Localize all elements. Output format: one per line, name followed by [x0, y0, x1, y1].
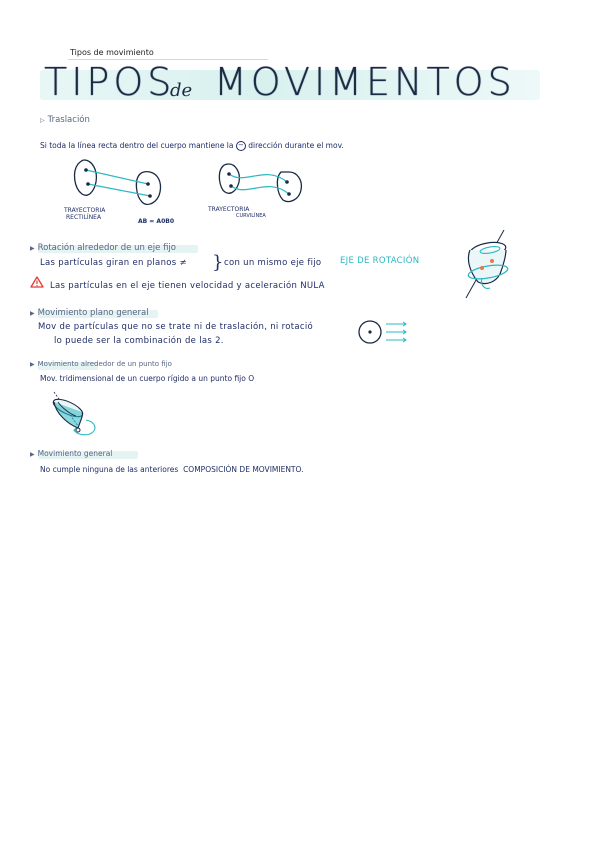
triangle-bullet-icon: ▶: [30, 451, 35, 458]
brace-icon: }: [212, 252, 224, 273]
label-trayectoria-curvilinea-2: CURVILÍNEA: [236, 213, 266, 219]
heading-general: ▶ Movimiento general: [30, 449, 113, 458]
punto-fijo-line1: Mov. tridimensional de un cuerpo rígido a un punto fijo O: [40, 374, 255, 383]
rotacion-warning-text: Las partículas en el eje tienen velocidad y aceleración NULA: [50, 281, 325, 291]
triangle-bullet-icon: ▶: [30, 245, 35, 252]
plano-line2: lo puede ser la combinación de las 2.: [54, 336, 224, 346]
document-header: Tipos de movimiento: [70, 48, 154, 57]
triangle-bullet-icon: ▶: [30, 310, 35, 317]
eje-rotacion-label: EJE DE ROTACIÓN: [340, 256, 420, 266]
rotacion-line1-mid: con un mismo eje fijo: [224, 258, 322, 268]
heading-plano: ▶ Movimiento plano general: [30, 308, 149, 318]
title-word-movimentos: MOVIMENTOS: [214, 60, 516, 104]
label-trayectoria-curvilinea-1: TRAYECTORIA: [208, 206, 250, 213]
minus-circle-icon: −: [236, 141, 246, 151]
label-trayectoria-rectilinea-2: RECTILÍNEA: [66, 214, 102, 221]
plano-line1: Mov de partículas que no se trate ni de traslación, ni rotació: [38, 322, 313, 332]
label-vectors: AB = A0B0: [138, 218, 174, 225]
label-trayectoria-rectilinea-1: TRAYECTORIA: [64, 207, 106, 214]
general-line1: No cumple ninguna de las anteriores COMPOSICIÓN DE MOVIMIENTO.: [40, 465, 304, 474]
title-word-tipos: TIPOS: [44, 60, 176, 104]
rotating-body-illustration: [452, 228, 522, 300]
traslacion-text: Si toda la línea recta dentro del cuerpo mantiene la − dirección durante el mov.: [40, 141, 344, 150]
heading-traslacion: ▷ Traslación: [40, 115, 90, 125]
triangle-bullet-icon: ▷: [40, 117, 45, 124]
heading-rotacion: ▶ Rotación alrededor de un eje fijo: [30, 243, 176, 253]
heading-punto-fijo: ▶ Movimiento alrededor de un punto fijo: [30, 360, 172, 368]
title-word-de: de: [170, 80, 193, 101]
warning-icon: [30, 276, 44, 288]
rotacion-line1: Las partículas giran en planos ≠: [40, 258, 187, 268]
traslacion-curvilinea-diagram: [215, 162, 315, 212]
rolling-wheel-illustration: [356, 318, 411, 346]
triangle-bullet-icon: ▶: [30, 361, 35, 368]
spinning-top-illustration: [46, 386, 102, 442]
